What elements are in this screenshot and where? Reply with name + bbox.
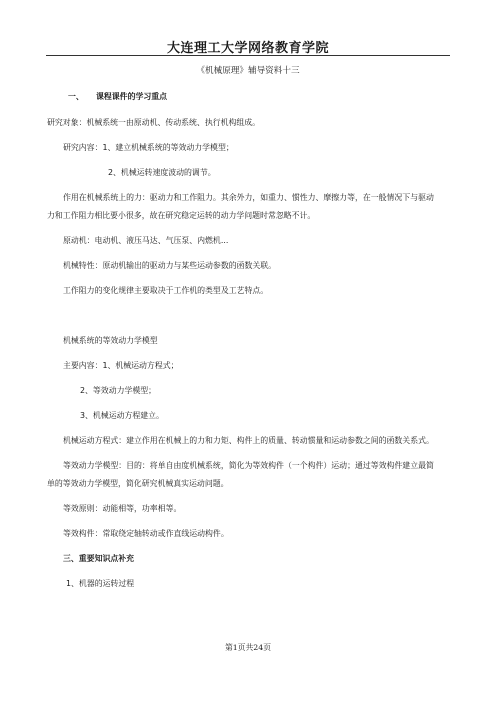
paragraph-prime-mover: 原动机：电动机、液压马达、气压泵、内燃机... — [63, 236, 229, 245]
paragraph-equivalence-principle: 等效原则：动能相等，功率相等。 — [63, 504, 182, 513]
section-1-title: 课程课件的学习重点 — [96, 92, 168, 101]
paragraph-main-content-2: 2、等效动力学模型； — [80, 386, 157, 395]
paragraph-motion-equation: 机械运动方程式：建立作用在机械上的力和力矩、构件上的质量、转动惯量和运动参数之间的函数关系式。 — [63, 436, 434, 445]
section-1-number: 一、 — [68, 92, 84, 101]
paragraph-mechanical-characteristic: 机械特性：原动机输出的驱动力与某些运动参数的函数关联。 — [63, 261, 277, 270]
paragraph-equivalent-member: 等效构件：常取绕定轴转动或作直线运动构件。 — [63, 529, 229, 538]
paragraph-forces-line-2: 力和工作阻力相比要小很多，故在研究稳定运转的动力学问题时常忽略不计。 — [47, 211, 316, 220]
page-header-title: 大连理工大学网络教育学院 — [166, 41, 329, 56]
paragraph-equivalent-model-line-1: 等效动力学模型：目的：将单自由度机械系统，简化为等效构件（一个构件）运动；通过等效构件建立最简 — [63, 461, 434, 470]
section-3-title: 三、重要知识点补充 — [63, 554, 135, 563]
paragraph-main-content-3: 3、机械运动方程建立。 — [80, 411, 164, 420]
header-divider — [46, 55, 450, 56]
paragraph-research-object: 研究对象：机械系统一由原动机、传动系统、执行机构组成。 — [47, 118, 261, 127]
paragraph-machine-running-process: 1、机器的运转过程 — [66, 579, 135, 588]
document-subtitle: 《机械原理》辅导资料十三 — [196, 66, 300, 76]
paragraph-equivalent-model-line-2: 单的等效动力学模型，简化研究机械真实运动问题。 — [47, 479, 229, 488]
paragraph-model-title: 机械系统的等效动力学模型 — [63, 336, 158, 345]
page-footer: 第1页共24页 — [224, 643, 272, 652]
paragraph-work-resistance: 工作阻力的变化规律主要取决于工作机的类型及工艺特点。 — [63, 286, 269, 295]
paragraph-main-content-1: 主要内容：1、机械运动方程式； — [63, 361, 179, 370]
paragraph-research-content-2: 2、机械运转速度波动的调节。 — [108, 168, 216, 177]
paragraph-forces-line-1: 作用在机械系统上的力：驱动力和工作阻力。其余外力，如重力、惯性力、摩擦力等，在一般情况下与驱动 — [63, 193, 434, 202]
paragraph-research-content-1: 研究内容：1、建立机械系统的等效动力学模型； — [63, 143, 234, 152]
